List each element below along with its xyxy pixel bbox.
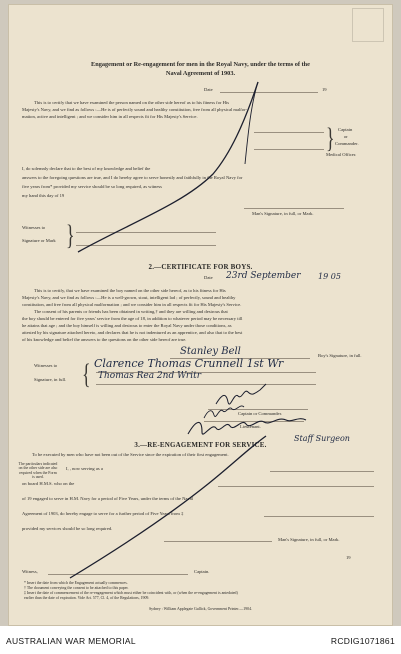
lieutenant-signature-scrawl xyxy=(204,406,244,418)
part3-year: 19 xyxy=(346,555,351,560)
part1-signature-or-mark: Signature or Mark xyxy=(22,238,56,243)
part2-date-handwritten: 23rd September xyxy=(226,271,301,281)
part2-para1-line1: This is to certify, that we have examined the boy named on the other side hereof, as to his fitness for His xyxy=(34,288,226,293)
part1-captain-label: Captain xyxy=(338,127,353,132)
declaration-line3: five years from* provided my service should be so long required, as witness xyxy=(22,184,162,189)
document-page: Engagement or Re-engagement for men in the Royal Navy, under the terms of the Naval Agreement of 1903. Date 19 This is to certify that we have examined the person named on the other side hereof as to his fitness for His Majesty's Navy, and we find as follows :—He is of perfectly sound and healthy constitution, free from all physical malfor- mation, active and intelligent ; and we consider him in all respects fit for His Majesty's Service. } Captain or Commander. Medical Officer. I, do solemnly declare that to the best of my knowledge and belief the answers to the foregoing questions are true, and I do hereby agree to serve honestly and faithfully in the Royal Navy for five years from* provided my service should be so long required, as witness my hand this day of 19 Man's Signature, in full, or Mark. Witnesses to } Signature or Mark 2.—CERTIFICATE FOR BOYS. Date 23rd September 19 05 This is to certify, that we have examined the boy named on the other side hereof, as to his fitness for His Majesty's Navy, and we find as follows :—He is a well-grown, stout, intelligent lad ; of perfectly, sound and healthy constitution, and free from all physical malformation ; and we consider him in all respects fit for His Majesty's Service. The consent of his parents or friends has been obtained in writing,† and they are willing and desirous that the boy should be entered for five years' service from the age of 18, in addition to whatever period may be necessary till he attains that age ; and the boy himself is willing and desirous to enter the Royal Navy under those conditions, as attested by his signature attached hereto, and declares that he is not indentured as an apprentice, and also that to the best of his knowledge and belief the answers to the questions on the other side hereof are true. Stanley Bell Boy's Signature, in full. Witnesses to Clarence Thomas Crunnell 1st Wr { Signature, in full. Thomas Rea 2nd Writr Captain or Commander. Lieutenant. Staff Surgeon 3.—RE-ENGAGEMENT FOR SERVICE. To be executed by men who have not been out of the Service since the expiration of their first engagement. The particulars indicated on the other side are also required when the Form is used. I, , now serving as a on board H.M.S. who on the of 19 engaged to serve in H.M. Navy for a period of Five Years, under the terms of the Naval Agreement of 1903, do hereby engage to serve for a further period of Five Years from ‡ provided my services should be so long required. Man's Signature, in full, or Mark. 19 Witness, Captain. * Insert the date from which the Engagement actually commences. † The document conveying the consent to be attached to this paper. ‡ Insert the date of commencement of the re-engagement which must either be coincident with, or (when the re-engagement is antedated) earlier than the date of expiration. Vide Art. 577, Cl. 4, of the Regulations, 1909. Sydney : William Applegate Gullick, Government Printer.—1904. xyxy=(8,4,393,626)
witness1-handwritten: Clarence Thomas Crunnell 1st Wr xyxy=(94,357,284,370)
part2-para1-line2: Majesty's Navy, and we find as follows :—He is a well-grown, stout, intelligent lad ; of perfectly, sound and healthy xyxy=(22,295,236,300)
witness2-handwritten: Thomas Rea 2nd Writr xyxy=(98,371,202,381)
part3-heading: 3.—RE-ENGAGEMENT FOR SERVICE. xyxy=(134,441,267,449)
part1-para-line3: mation, active and intelligent ; and we consider him in all respects fit for His Majesty's Service. xyxy=(22,114,198,119)
part1-para-line2: Majesty's Navy, and we find as follows :—He is of perfectly sound and healthy constitution, free from all physical malfor- xyxy=(22,107,248,112)
archive-stamp xyxy=(352,8,384,42)
part3-intro: To be executed by men who have not been out of the Service since the expiration of their first engagement. xyxy=(32,452,229,457)
part1-commander-label: Commander. xyxy=(335,141,359,146)
part1-witnesses-to: Witnesses to xyxy=(22,225,46,230)
part2-para2-line5: of his knowledge and belief the answers to the questions on the other side hereof are true. xyxy=(22,337,187,342)
form-subtitle: Naval Agreement of 1903. xyxy=(165,70,236,77)
footnote-2: † The document conveying the consent to be attached to this paper. xyxy=(24,586,129,590)
part2-witnesses-to: Witnesses to xyxy=(34,363,58,368)
cancel-stroke-part1 xyxy=(78,82,258,252)
boys-signature-label: Boy's Signature, in full. xyxy=(318,353,362,358)
part3-line2: on board H.M.S. who on the xyxy=(22,481,75,486)
part2-heading: 2.—CERTIFICATE FOR BOYS. xyxy=(148,263,253,271)
medical-officer-title-handwritten: Staff Surgeon xyxy=(294,434,350,443)
printer-imprint: Sydney : William Applegate Gullick, Government Printer.—1904. xyxy=(149,607,252,611)
declaration-line2: answers to the foregoing questions are true, and I do hereby agree to serve honestly and faithfully in the Royal Navy for xyxy=(22,175,243,180)
part1-para-line1: This is to certify that we have examined the person named on the other side hereof as to his fitness for His xyxy=(34,100,230,105)
part2-para2-line4: attested by his signature attached hereto, and declares that he is not indentured as an apprentice, and also that to the best xyxy=(22,330,243,335)
lieutenant-label: Lieutenant. xyxy=(240,424,261,429)
part1-year: 19 xyxy=(322,87,327,92)
part3-line3: of 19 engaged to serve in H.M. Navy for a period of Five Years, under the terms of the Naval xyxy=(22,496,194,501)
part1-mans-signature-label: Man's Signature, in full, or Mark. xyxy=(252,211,314,216)
form-title: Engagement or Re-engagement for men in the Royal Navy, under the terms of the xyxy=(91,61,310,68)
footnote-1: * Insert the date from which the Engagement actually commences. xyxy=(24,581,128,585)
footnote-3: ‡ Insert the date of commencement of the re-engagement which must either be coincident with, or (when the re-engagement is antedated) xyxy=(24,591,238,595)
captain-or-commander-label: Captain or Commander. xyxy=(238,411,283,416)
part2-para2-line2: the boy should be entered for five years' service from the age of 18, in addition to whatever period may be necessary till xyxy=(22,316,243,321)
declaration-line1: I, do solemnly declare that to the best of my knowledge and belief the xyxy=(22,166,151,171)
part1-date-label: Date xyxy=(204,87,213,92)
part2-para1-line3: constitution, and free from all physical malformation ; and we consider him in all respects fit for His Majesty's Service. xyxy=(22,302,242,307)
part1-medical-officer-label: Medical Officer. xyxy=(326,152,357,157)
captain-signature-scrawl xyxy=(216,384,266,404)
part3-side-note: The particulars indicated on the other side are also required when the Form is used. xyxy=(18,462,58,480)
archive-footer-bar xyxy=(0,626,401,654)
footnote-3-cont: earlier than the date of expiration. Vide Art. 577, Cl. 4, of the Regulations, 1909. xyxy=(24,596,150,600)
handwriting-overlay xyxy=(8,4,393,626)
part3-line4: Agreement of 1903, do hereby engage to serve for a further period of Five Years from ‡ xyxy=(22,511,184,516)
part2-signature-in-full: Signature, in full. xyxy=(34,377,67,382)
cancel-hook-part1 xyxy=(245,82,258,164)
declaration-line4: my hand this day of 19 xyxy=(22,193,65,198)
part2-year-handwritten: 19 05 xyxy=(318,272,341,281)
part2-date-label: Date xyxy=(204,275,213,280)
part3-line1: I, , now serving as a xyxy=(66,466,103,471)
part3-captain-label: Captain. xyxy=(194,569,210,574)
part2-para2-line3: he attains that age ; and the boy himself is willing and desirous to enter the Royal Navy under those conditions, as xyxy=(22,323,232,328)
footer-record-id: RCDIG1071861 xyxy=(330,636,395,646)
part3-line5: provided my services should be so long required. xyxy=(22,526,113,531)
boy-signature-handwritten: Stanley Bell xyxy=(180,346,241,357)
medical-officer-signature-scrawl xyxy=(188,419,306,434)
part1-or-label: or xyxy=(344,134,348,139)
part3-mans-signature-label: Man's Signature, in full, or Mark. xyxy=(278,537,340,542)
footer-institution: AUSTRALIAN WAR MEMORIAL xyxy=(6,636,136,646)
part3-witness-label: Witness, xyxy=(22,569,38,574)
part2-para2-line1: The consent of his parents or friends has been obtained in writing,† and they are willing and desirous that xyxy=(34,309,228,314)
cancel-stroke-part3 xyxy=(70,436,266,578)
